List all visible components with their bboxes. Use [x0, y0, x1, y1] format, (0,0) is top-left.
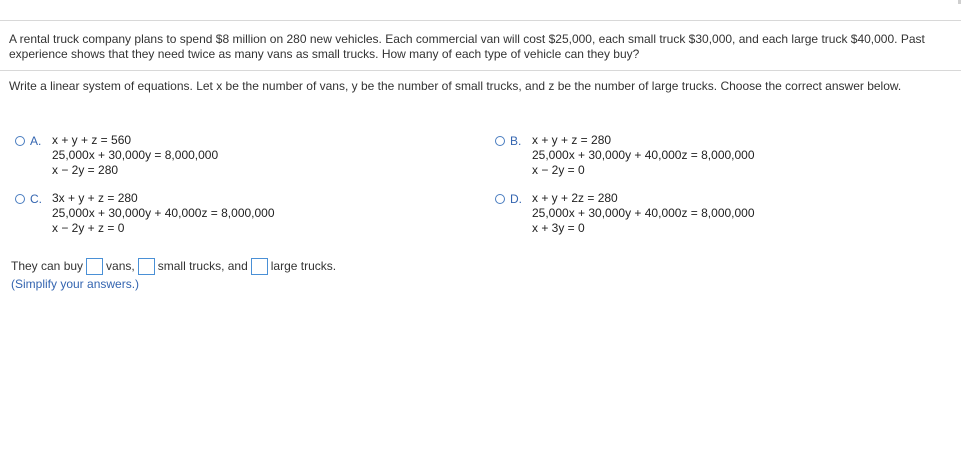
answer-large-trucks-label: large trucks. [270, 259, 337, 273]
option-b-letter[interactable]: B. [510, 134, 522, 148]
option-c-letter[interactable]: C. [30, 192, 42, 206]
equation: x − 2y = 280 [52, 163, 119, 177]
option-d-radio[interactable] [495, 194, 505, 204]
option-b-radio[interactable] [495, 136, 505, 146]
option-c-radio[interactable] [15, 194, 25, 204]
equation: 25,000x + 30,000y = 8,000,000 [52, 148, 219, 162]
vans-input[interactable] [86, 258, 103, 275]
option-a-letter[interactable]: A. [30, 134, 42, 148]
option-d[interactable] [495, 191, 755, 236]
option-a[interactable] [15, 133, 218, 178]
equation: 25,000x + 30,000y + 40,000z = 8,000,000 [532, 206, 755, 220]
equation: x − 2y + z = 0 [52, 221, 125, 235]
question-instruction: Write a linear system of equations. Let x be the number of vans, y be the number of small trucks, and z be the number of large trucks. Choose the correct answer below. [9, 79, 902, 93]
large-trucks-input[interactable] [251, 258, 268, 275]
answer-prefix: They can buy [11, 259, 84, 273]
equation: x + y + z = 280 [532, 133, 612, 147]
option-c-equations [52, 191, 275, 236]
equation: 25,000x + 30,000y + 40,000z = 8,000,000 [52, 206, 275, 220]
option-a-equations [52, 133, 218, 178]
answer-sentence [11, 257, 336, 275]
equation: x + y + 2z = 280 [532, 191, 618, 205]
section-divider [0, 70, 961, 71]
top-divider [0, 20, 961, 21]
small-trucks-input[interactable] [138, 258, 155, 275]
equation: x − 2y = 0 [532, 163, 585, 177]
option-c[interactable] [15, 191, 275, 236]
option-b[interactable] [495, 133, 755, 178]
option-b-equations [532, 133, 755, 178]
option-d-letter[interactable]: D. [510, 192, 522, 206]
answer-small-trucks-label: small trucks, and [157, 259, 248, 273]
equation: x + y + z = 560 [52, 133, 132, 147]
simplify-hint: (Simplify your answers.) [11, 277, 140, 291]
option-d-equations [532, 191, 755, 236]
equation: x + 3y = 0 [532, 221, 585, 235]
answer-vans-label: vans, [106, 259, 135, 273]
equation: 3x + y + z = 280 [52, 191, 138, 205]
problem-statement: A rental truck company plans to spend $8 million on 280 new vehicles. Each commercial van will cost $25,000, each small truck $30,000, and each large truck $40,000. Past experience shows that they need twice as many vans as small trucks. How many of each type of vehicle can they buy? [9, 32, 925, 61]
equation: 25,000x + 30,000y + 40,000z = 8,000,000 [532, 148, 755, 162]
option-a-radio[interactable] [15, 136, 25, 146]
